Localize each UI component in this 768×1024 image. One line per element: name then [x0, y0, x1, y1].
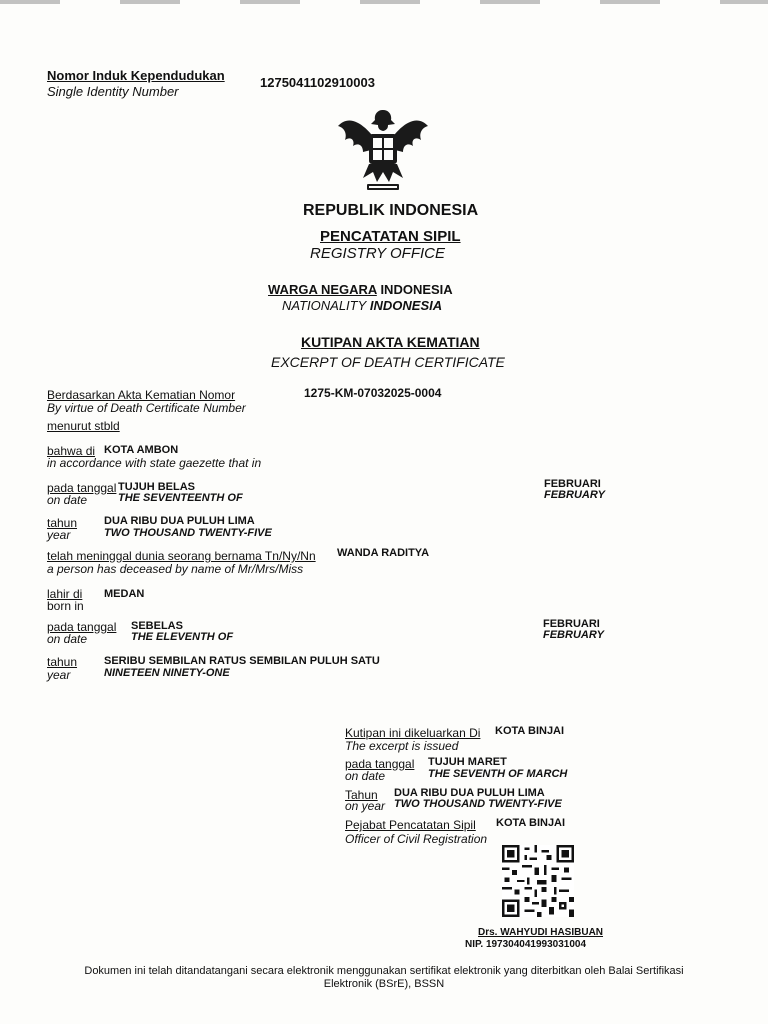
- document-title: KUTIPAN AKTA KEMATIAN: [301, 334, 480, 350]
- nik-label: Nomor Induk Kependudukan: [47, 68, 225, 83]
- death-place-value: KOTA AMBON: [104, 444, 179, 456]
- officer-name: Drs. WAHYUDI HASIBUAN: [478, 927, 604, 938]
- officer-label: Pejabat Pencatatan Sipil: [345, 818, 476, 832]
- birth-month-en: FEBRUARY: [543, 629, 604, 641]
- issued-label-en: The excerpt is issued: [345, 739, 459, 753]
- cert-number-label: Berdasarkan Akta Kematian Nomor: [47, 388, 236, 402]
- birth-month: FEBRUARI: [543, 618, 600, 630]
- deceased-label-en: a person has deceased by name of Mr/Mrs/Miss: [47, 562, 304, 576]
- nationality-row: [268, 282, 453, 297]
- birth-year-label-en: year: [47, 668, 71, 682]
- deceased-label: telah meninggal dunia seorang bernama Tn/Ny/Nn: [47, 549, 316, 563]
- officer-place: KOTA BINJAI: [496, 817, 566, 829]
- officer-nip: NIP. 197304041993031004: [465, 939, 587, 950]
- birth-place-label: lahir di: [47, 587, 83, 601]
- issue-year-value-en: TWO THOUSAND TWENTY-FIVE: [394, 798, 562, 810]
- birth-year-label: tahun: [47, 655, 78, 669]
- garuda-emblem-icon: [333, 106, 433, 196]
- issued-place: KOTA BINJAI: [495, 725, 565, 737]
- death-year: DUA RIBU DUA PULUH LIMA: [104, 515, 255, 527]
- birth-place-label-en: born in: [47, 599, 84, 613]
- footer-line-2: Elektronik (BSrE), BSSN: [323, 978, 445, 990]
- office-title: PENCATATAN SIPIL: [320, 228, 461, 245]
- death-place-label-en: in accordance with state gaezette that in: [47, 456, 262, 470]
- issue-date-value: TUJUH MARET: [428, 756, 507, 768]
- nationality-label-en: NATIONALITY: [282, 298, 367, 313]
- issue-year-label-en: on year: [345, 799, 386, 813]
- death-year-en: TWO THOUSAND TWENTY-FIVE: [104, 527, 272, 539]
- nik-value: 1275041102910003: [260, 75, 375, 90]
- death-place-label: bahwa di: [47, 444, 96, 458]
- issue-year-value: DUA RIBU DUA PULUH LIMA: [394, 787, 545, 799]
- issue-year-label: Tahun: [345, 788, 378, 802]
- stbld-label: menurut stbld: [47, 419, 120, 433]
- cert-number-label-en: By virtue of Death Certificate Number: [47, 401, 246, 415]
- scan-edge-artifact: [0, 0, 768, 4]
- birth-date-label: pada tanggal: [47, 620, 117, 634]
- qr-code-icon[interactable]: [502, 845, 574, 917]
- death-date-label: pada tanggal: [47, 481, 117, 495]
- nationality-value: INDONESIA: [380, 282, 453, 297]
- birth-year: SERIBU SEMBILAN RATUS SEMBILAN PULUH SATU: [104, 655, 380, 667]
- nik-label-en: Single Identity Number: [47, 84, 179, 99]
- issued-label: Kutipan ini dikeluarkan Di: [345, 726, 481, 740]
- cert-number-value: 1275-KM-07032025-0004: [304, 386, 442, 400]
- footer-line-1: Dokumen ini telah ditandatangani secara elektronik menggunakan sertifikat elektronik yang diterbitkan oleh Balai Sertifikasi: [84, 965, 684, 977]
- issue-date-label-en: on date: [345, 769, 386, 783]
- death-month: FEBRUARI: [544, 478, 601, 490]
- nationality-row-en: [282, 298, 442, 313]
- birth-date-label-en: on date: [47, 632, 88, 646]
- issue-date-label: pada tanggal: [345, 757, 415, 771]
- death-year-label: tahun: [47, 516, 78, 530]
- document-title-en: EXCERPT OF DEATH CERTIFICATE: [271, 354, 505, 370]
- deceased-name: WANDA RADITYA: [337, 547, 430, 559]
- office-title-en: REGISTRY OFFICE: [310, 245, 446, 262]
- death-month-en: FEBRUARY: [544, 489, 605, 501]
- death-day: TUJUH BELAS: [118, 481, 196, 493]
- death-day-en: THE SEVENTEENTH OF: [118, 492, 243, 504]
- issue-date-value-en: THE SEVENTH OF MARCH: [428, 768, 568, 780]
- republic-title: REPUBLIK INDONESIA: [303, 202, 479, 219]
- birth-day-en: THE ELEVENTH OF: [131, 631, 234, 643]
- death-year-label-en: year: [47, 528, 71, 542]
- birth-place-value: MEDAN: [104, 588, 145, 600]
- birth-year-en: NINETEEN NINETY-ONE: [104, 667, 230, 679]
- death-date-label-en: on date: [47, 493, 88, 507]
- nationality-value-en: INDONESIA: [369, 298, 443, 313]
- birth-day: SEBELAS: [131, 620, 183, 632]
- officer-label-en: Officer of Civil Registration: [345, 832, 488, 846]
- nationality-label: WARGA NEGARA: [268, 282, 377, 297]
